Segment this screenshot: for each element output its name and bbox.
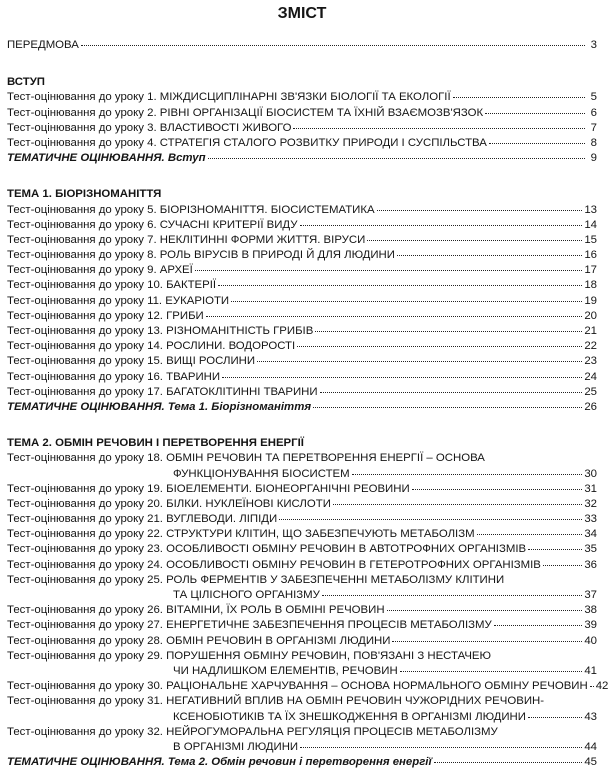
toc-page-number: 15 [584, 233, 597, 246]
toc-page-number: 22 [584, 340, 597, 353]
toc-entry-prefix: Тест-оцінювання до уроку 31. [7, 695, 163, 708]
toc-entry-title: ОСОБЛИВОСТІ ОБМІНУ РЕЧОВИН В ГЕТЕРОТРОФНИХ ОРГАНІЗМІВ [166, 558, 541, 571]
toc-page-number: 6 [590, 106, 597, 119]
toc-entry-lesson[interactable] [7, 106, 597, 121]
toc-entry-title-cont: В ОРГАНІЗМІ ЛЮДИНИ [173, 740, 299, 753]
toc-entry-title: НЕЙРОГУМОРАЛЬНА РЕГУЛЯЦІЯ ПРОЦЕСІВ МЕТАБОЛІЗМУ [166, 725, 498, 738]
toc-entry-title: АРХЕЇ [159, 264, 193, 277]
leader-dots [333, 504, 582, 505]
toc-entry-prefix: Тест-оцінювання до уроку 9. [7, 264, 157, 277]
toc-entry-prefix: Тест-оцінювання до уроку 17. [7, 385, 163, 398]
table-of-contents [7, 0, 608, 770]
leader-dots [206, 316, 583, 317]
toc-entry-title: НЕГАТИВНИЙ ВПЛИВ НА ОБМІН РЕЧОВИН ЧУЖОРІДНИХ РЕЧОВИН- [166, 695, 545, 708]
toc-entry-lesson[interactable] [7, 370, 597, 385]
leader-dots [528, 717, 582, 718]
leader-dots [453, 97, 585, 98]
toc-entry-title: ЕНЕРГЕТИЧНЕ ЗАБЕЗПЕЧЕННЯ ПРОЦЕСІВ МЕТАБОЛІЗМУ [166, 619, 492, 632]
toc-entry-lesson[interactable] [7, 90, 597, 105]
toc-page-number: 36 [584, 558, 597, 571]
toc-entry-prefix: Тест-оцінювання до уроку 8. [7, 249, 157, 262]
toc-entry-lesson[interactable] [7, 354, 597, 369]
toc-entry-prefix: Тест-оцінювання до уроку 16. [7, 370, 163, 383]
toc-entry-title: ОБМІН РЕЧОВИН ТА ПЕРЕТВОРЕННЯ ЕНЕРГІЇ – ОСНОВА [166, 452, 485, 465]
leader-dots [320, 392, 583, 393]
leader-dots [293, 128, 585, 129]
leader-dots [279, 519, 582, 520]
toc-entry-lesson[interactable] [7, 482, 597, 497]
toc-entry-prefix: Тест-оцінювання до уроку 12. [7, 309, 163, 322]
toc-page-number: 42 [595, 680, 608, 693]
toc-page-number: 17 [584, 264, 597, 277]
toc-entry-prefix: Тест-оцінювання до уроку 25. [7, 573, 163, 586]
toc-entry-title: ВУГЛЕВОДИ. ЛІПІДИ [166, 513, 278, 526]
toc-entry-title: РОЛЬ ФЕРМЕНТІВ У ЗАБЕЗПЕЧЕННІ МЕТАБОЛІЗМУ КЛІТИНИ [166, 573, 505, 586]
leader-dots [297, 346, 582, 347]
toc-entry-lesson[interactable] [7, 603, 597, 618]
toc-entry-prefix: Тест-оцінювання до уроку 18. [7, 452, 163, 465]
toc-entry-title: БІЛКИ. НУКЛЕЇНОВІ КИСЛОТИ [166, 497, 331, 510]
leader-dots [313, 407, 582, 408]
toc-entry-label: ТЕМАТИЧНЕ ОЦІНЮВАННЯ. Тема 1. Біорізноманіття [7, 400, 312, 413]
leader-dots [397, 255, 582, 256]
toc-entry-title: БІОЕЛЕМЕНТИ. БІОНЕОРГАНІЧНІ РЕОВИНИ [166, 482, 410, 495]
toc-entry-title: РОСЛИНИ. ВОДОРОСТІ [166, 340, 296, 353]
toc-page-number: 9 [590, 152, 597, 165]
toc-page-number: 21 [584, 325, 597, 337]
toc-page-number: 20 [584, 309, 597, 322]
toc-entry-lesson-25[interactable] [7, 573, 597, 588]
toc-page-number: 19 [584, 294, 597, 307]
toc-entry-lesson[interactable] [7, 294, 597, 309]
toc-entry-title-cont: ФУНКЦІОНУВАННЯ БІОСИСТЕМ [173, 467, 350, 480]
leader-dots [412, 489, 583, 490]
toc-page-number: 16 [584, 249, 597, 262]
toc-entry-lesson[interactable] [7, 324, 597, 339]
toc-entry-lesson-31-cont[interactable] [7, 710, 597, 725]
toc-page-number: 37 [584, 589, 597, 601]
toc-entry-preface[interactable] [7, 38, 597, 53]
toc-entry-lesson[interactable] [7, 263, 597, 278]
toc-entry-title: НЕКЛІТИННІ ФОРМИ ЖИТТЯ. ВІРУСИ [159, 233, 366, 246]
toc-page-number: 38 [584, 604, 597, 617]
toc-entry-title: СТРАТЕГІЯ СТАЛОГО РОЗВИТКУ ПРИРОДИ І СУСПІЛЬСТВА [159, 136, 487, 149]
toc-entry-lesson[interactable] [7, 248, 597, 263]
toc-entry-lesson[interactable] [7, 121, 597, 136]
toc-entry-prefix: Тест-оцінювання до уроку 5. [7, 203, 157, 216]
toc-entry-prefix: Тест-оцінювання до уроку 13. [7, 325, 163, 337]
toc-entry-title: БІОРІЗНОМАНІТТЯ. БІОСИСТЕМАТИКА [159, 203, 375, 216]
intro-lessons [7, 90, 597, 151]
toc-entry-thematic-topic1[interactable] [7, 400, 597, 415]
leader-dots [231, 301, 582, 302]
toc-entry-lesson[interactable] [7, 218, 597, 233]
leader-dots [222, 377, 582, 378]
toc-entry-lesson-29[interactable] [7, 649, 597, 664]
toc-entry-prefix: Тест-оцінювання до уроку 4. [7, 136, 157, 149]
toc-page-number: 39 [584, 619, 597, 632]
topic1-lessons [7, 203, 597, 400]
toc-entry-prefix: Тест-оцінювання до уроку 22. [7, 528, 163, 541]
leader-dots [352, 474, 583, 475]
toc-page-number: 26 [584, 400, 597, 413]
leader-dots [485, 113, 585, 114]
toc-entry-title: МІЖДИСЦИПЛІНАРНІ ЗВ'ЯЗКИ БІОЛОГІЇ ТА ЕКОЛОГІЇ [159, 91, 451, 104]
toc-page-number: 41 [584, 664, 597, 677]
toc-entry-prefix: Тест-оцінювання до уроку 26. [7, 604, 163, 617]
toc-entry-prefix: Тест-оцінювання до уроку 1. [7, 91, 157, 104]
toc-entry-prefix: Тест-оцінювання до уроку 10. [7, 279, 163, 292]
toc-entry-lesson[interactable] [7, 542, 597, 557]
toc-page-number: 3 [590, 39, 597, 51]
leader-dots [322, 595, 582, 596]
leader-dots [387, 610, 583, 611]
toc-entry-lesson[interactable] [7, 385, 597, 400]
toc-entry-prefix: Тест-оцінювання до уроку 29. [7, 649, 163, 662]
toc-entry-lesson[interactable] [7, 203, 597, 218]
toc-page-number: 35 [584, 543, 597, 556]
toc-entry-prefix: Тест-оцінювання до уроку 3. [7, 121, 157, 134]
toc-entry-title-cont: ЧИ НАДЛИШКОМ ЕЛЕМЕНТІВ, РЕЧОВИН [173, 664, 398, 677]
toc-entry-title: РОЛЬ ВІРУСІВ В ПРИРОДІ Й ДЛЯ ЛЮДИНИ [159, 249, 395, 262]
toc-page-number: 7 [590, 121, 597, 134]
toc-page-number: 14 [584, 218, 597, 231]
leader-dots [300, 747, 582, 748]
toc-entry-prefix: Тест-оцінювання до уроку 2. [7, 106, 157, 119]
toc-entry-lesson-32-cont[interactable] [7, 740, 597, 755]
toc-entry-title: ПОРУШЕННЯ ОБМІНУ РЕЧОВИН, ПОВ'ЯЗАНІ З НЕСТАЧЕЮ [166, 649, 492, 662]
toc-entry-prefix: Тест-оцінювання до уроку 32. [7, 725, 163, 738]
toc-entry-prefix: Тест-оцінювання до уроку 19. [7, 482, 163, 495]
toc-entry-prefix: Тест-оцінювання до уроку 14. [7, 340, 163, 353]
toc-entry-prefix: Тест-оцінювання до уроку 7. [7, 233, 157, 246]
toc-entry-lesson[interactable] [7, 309, 597, 324]
toc-page-number: 18 [584, 279, 597, 292]
toc-entry-prefix: Тест-оцінювання до уроку 28. [7, 634, 163, 647]
toc-entry-prefix: Тест-оцінювання до уроку 23. [7, 543, 163, 556]
toc-entry-lesson-30[interactable] [7, 679, 608, 694]
toc-entry-lesson[interactable] [7, 497, 597, 512]
leader-dots [528, 549, 582, 550]
toc-entry-lesson[interactable] [7, 558, 597, 573]
toc-entry-title: ЕУКАРІОТИ [165, 294, 230, 307]
toc-entry-title: СТРУКТУРИ КЛІТИН, ЩО ЗАБЕЗПЕЧУЮТЬ МЕТАБОЛІЗМ [166, 528, 475, 541]
toc-page-number: 32 [584, 497, 597, 510]
toc-entry-lesson[interactable] [7, 618, 597, 633]
toc-entry-title: ВИЩІ РОСЛИНИ [166, 355, 256, 368]
toc-page-number: 43 [584, 710, 597, 723]
toc-page-number: 5 [590, 91, 597, 104]
toc-entry-label: ТЕМАТИЧНЕ ОЦІНЮВАННЯ. Вступ [7, 152, 206, 165]
toc-entry-lesson-25-cont[interactable] [7, 588, 597, 603]
toc-page-number: 24 [584, 370, 597, 383]
section-heading-intro: ВСТУП [7, 76, 45, 89]
toc-entry-lesson-18[interactable] [7, 451, 597, 466]
toc-entry-title: ТВАРИНИ [166, 370, 221, 383]
toc-entry-prefix: Тест-оцінювання до уроку 21. [7, 513, 163, 526]
toc-page-number: 34 [584, 528, 597, 541]
leader-dots [300, 225, 583, 226]
leader-dots [590, 686, 594, 687]
toc-entry-thematic-intro[interactable] [7, 151, 597, 166]
leader-dots [477, 534, 583, 535]
toc-page-number: 8 [590, 136, 597, 149]
toc-entry-prefix: Тест-оцінювання до уроку 20. [7, 497, 163, 510]
toc-entry-title-cont: ТА ЦІЛІСНОГО ОРГАНІЗМУ [173, 589, 320, 601]
leader-dots [392, 641, 582, 642]
toc-entry-title: СУЧАСНІ КРИТЕРІЇ ВИДУ [159, 218, 298, 231]
toc-entry-title: РІВНІ ОРГАНІЗАЦІЇ БІОСИСТЕМ ТА ЇХНІЙ ВЗАЄМОЗВ'ЯЗОК [159, 106, 484, 119]
toc-page-number: 25 [584, 385, 597, 398]
leader-dots [218, 285, 582, 286]
toc-entry-title-cont: КСЕНОБІОТИКІВ ТА ЇХ ЗНЕШКОДЖЕННЯ В ОРГАНІЗМІ ЛЮДИНИ [173, 710, 526, 723]
leader-dots [489, 143, 585, 144]
toc-entry-title: ВІТАМІНИ, ЇХ РОЛЬ В ОБМІНІ РЕЧОВИН [166, 604, 385, 617]
leader-dots [377, 210, 583, 211]
topic2-lessons-b [7, 603, 597, 649]
toc-page-number: 33 [584, 513, 597, 526]
toc-entry-label: ТЕМАТИЧНЕ ОЦІНЮВАННЯ. Тема 2. Обмін речовин і перетворення енергії [7, 756, 432, 769]
section-heading-topic2: ТЕМА 2. ОБМІН РЕЧОВИН І ПЕРЕТВОРЕННЯ ЕНЕРГІЇ [7, 437, 304, 450]
leader-dots [81, 45, 585, 46]
leader-dots [257, 361, 582, 362]
toc-entry-lesson[interactable] [7, 527, 597, 542]
toc-entry-lesson-29-cont[interactable] [7, 664, 597, 679]
leader-dots [434, 762, 583, 763]
toc-entry-lesson[interactable] [7, 634, 597, 649]
toc-entry-lesson[interactable] [7, 278, 597, 293]
toc-page-number: 45 [584, 756, 597, 769]
leader-dots [367, 240, 582, 241]
leader-dots [315, 331, 582, 332]
toc-entry-title: ГРИБИ [166, 309, 204, 322]
toc-entry-prefix: Тест-оцінювання до уроку 11. [7, 294, 163, 307]
leader-dots [543, 565, 582, 566]
toc-entry-prefix: Тест-оцінювання до уроку 6. [7, 218, 157, 231]
toc-entry-prefix: Тест-оцінювання до уроку 27. [7, 619, 163, 632]
toc-entry-title: БАГАТОКЛІТИННІ ТВАРИНИ [166, 385, 318, 398]
toc-entry-lesson-32[interactable] [7, 725, 597, 740]
toc-page-number: 30 [584, 467, 597, 480]
toc-entry-title: ОБМІН РЕЧОВИН В ОРГАНІЗМІ ЛЮДИНИ [166, 634, 391, 647]
toc-entry-lesson[interactable] [7, 339, 597, 354]
section-heading-topic1: ТЕМА 1. БІОРІЗНОМАНІТТЯ [7, 188, 162, 201]
leader-dots [494, 625, 583, 626]
toc-page-number: 13 [584, 203, 597, 216]
toc-entry-title: ВЛАСТИВОСТІ ЖИВОГО [159, 121, 292, 134]
toc-entry-title: ОСОБЛИВОСТІ ОБМІНУ РЕЧОВИН В АВТОТРОФНИХ ОРГАНІЗМІВ [166, 543, 527, 556]
toc-entry-lesson-31[interactable] [7, 694, 597, 709]
leader-dots [208, 158, 585, 159]
toc-entry-lesson-18-cont[interactable] [7, 467, 597, 482]
toc-page-number: 44 [584, 740, 597, 753]
topic2-lessons-a [7, 482, 597, 573]
toc-page-number: 40 [584, 634, 597, 647]
toc-entry-prefix: Тест-оцінювання до уроку 24. [7, 558, 163, 571]
toc-entry-title: РАЦІОНАЛЬНЕ ХАРЧУВАННЯ – ОСНОВА НОРМАЛЬНОГО ОБМІНУ РЕЧОВИН [166, 680, 588, 693]
toc-entry-title: РІЗНОМАНІТНІСТЬ ГРИБІВ [166, 325, 314, 337]
toc-entry-lesson[interactable] [7, 136, 597, 151]
toc-entry-lesson[interactable] [7, 233, 597, 248]
leader-dots [400, 671, 583, 672]
toc-entry-thematic-topic2[interactable] [7, 755, 597, 770]
toc-entry-label: ПЕРЕДМОВА [7, 39, 79, 51]
page-title: ЗМІСТ [277, 5, 327, 22]
toc-entry-prefix: Тест-оцінювання до уроку 15. [7, 355, 163, 368]
toc-page-number: 31 [584, 482, 597, 495]
toc-entry-prefix: Тест-оцінювання до уроку 30. [7, 680, 163, 693]
leader-dots [195, 270, 583, 271]
toc-page-number: 23 [584, 355, 597, 368]
toc-entry-lesson[interactable] [7, 512, 597, 527]
toc-entry-title: БАКТЕРІЇ [166, 279, 217, 292]
